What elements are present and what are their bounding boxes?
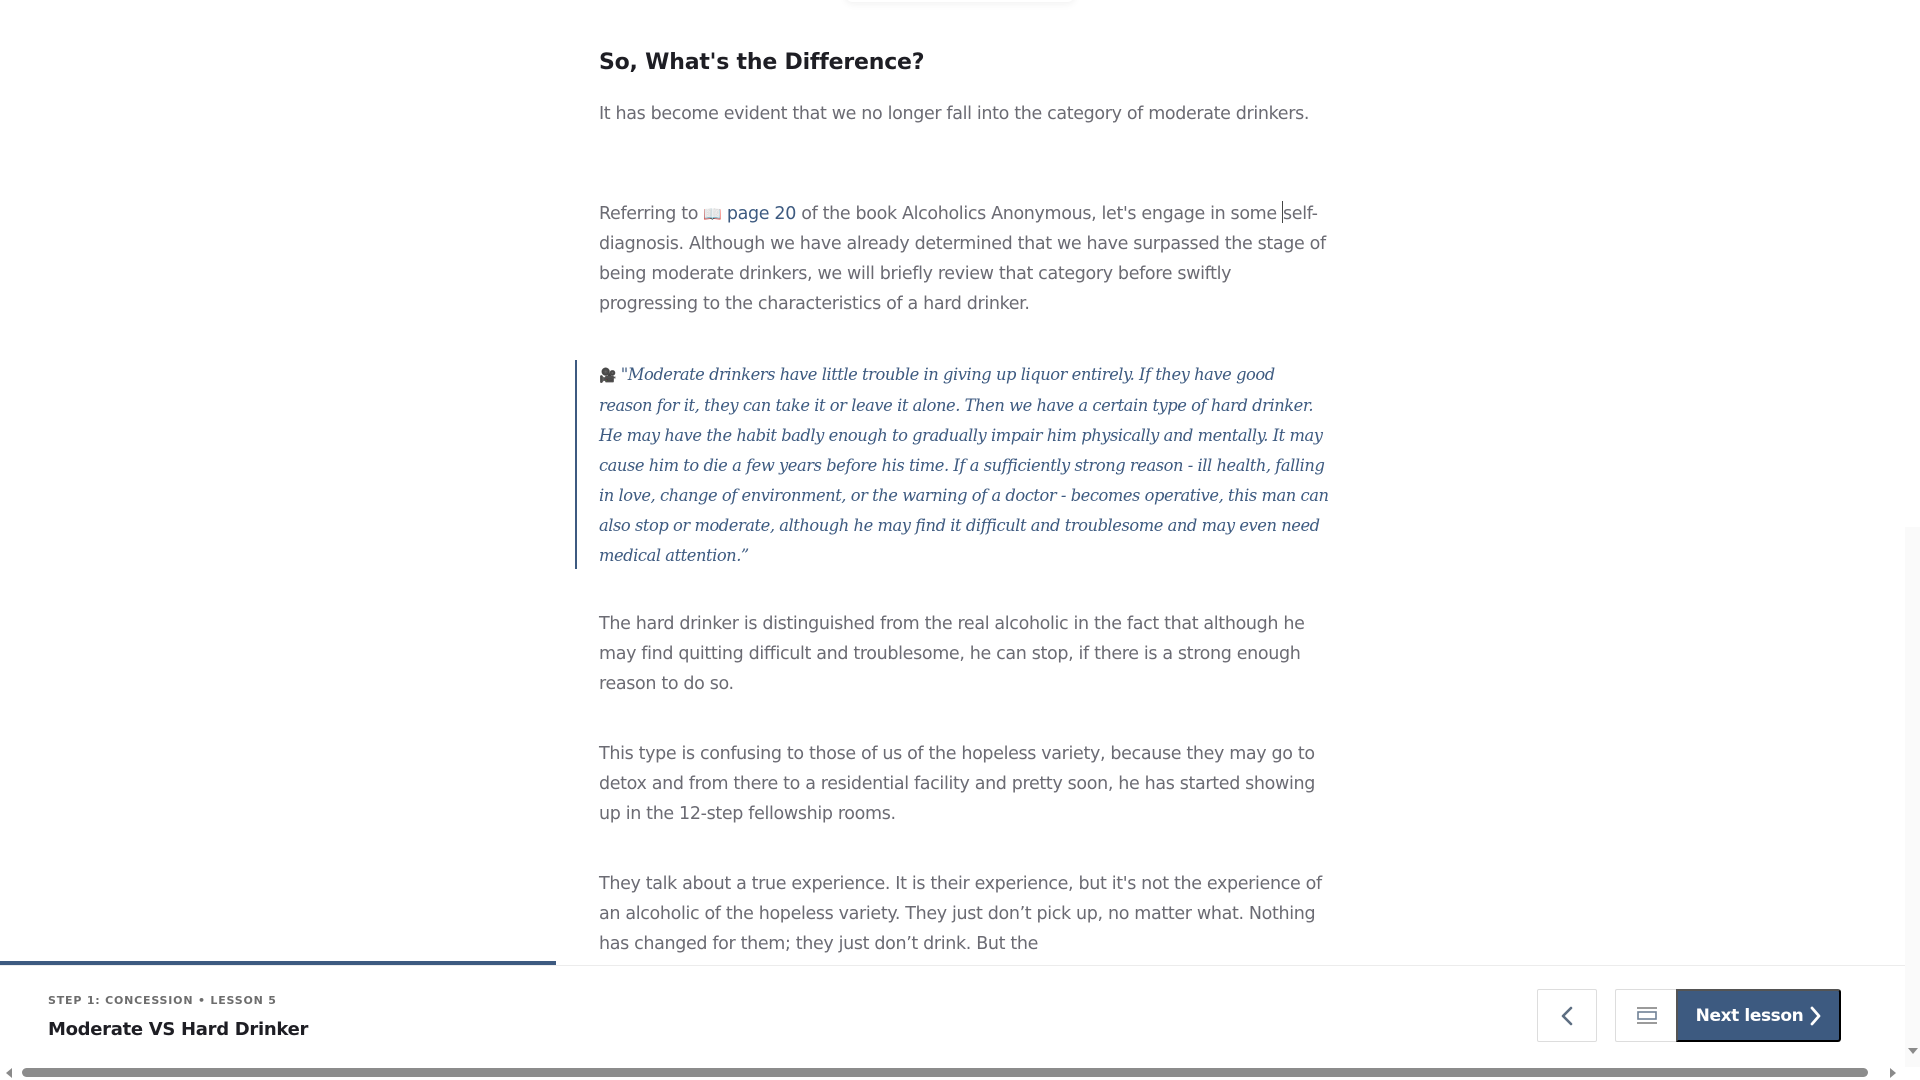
chevron-right-icon [1809, 1006, 1821, 1026]
horizontal-scrollbar-thumb[interactable] [22, 1068, 1868, 1077]
paragraph-4: This type is confusing to those of us of the hopeless variety, because they may go to detox and from there to a residential facility and pretty soon, he has started showing up in the 12-step fellowship rooms. [599, 744, 1316, 824]
section-heading: So, What's the Difference? [599, 50, 925, 75]
next-lesson-label: Next lesson [1695, 1005, 1804, 1026]
scrolled-off-element-shadow [845, 0, 1075, 2]
lesson-breadcrumb: STEP 1: CONCESSION • LESSON 5 [48, 994, 277, 1007]
page-20-link-label: page 20 [726, 204, 796, 224]
scroll-down-arrow-icon[interactable] [1908, 1048, 1918, 1054]
vertical-scrollbar[interactable] [1905, 527, 1920, 1067]
lesson-list-button[interactable] [1615, 989, 1677, 1042]
paragraph-2-intro: Referring to [599, 204, 704, 224]
paragraph-3: The hard drinker is distinguished from the real alcoholic in the fact that although he may find quitting difficult and troublesome, he can stop, if there is a strong enough reason to do so. [599, 614, 1305, 694]
blockquote-border [575, 360, 577, 569]
chevron-left-icon [1560, 1005, 1574, 1027]
page-20-link[interactable] [703, 204, 796, 224]
lesson-progress-bar [0, 961, 556, 965]
paragraph-2-rest: of the book Alcoholics Anonymous, let's engage in some [796, 204, 1283, 224]
paragraph-5: They talk about a true experience. It is their experience, but it's not the experience of an alcoholic of the hopeless variety. They just don’t pick up, no matter what. Nothing has changed for them; they just don’t drink. But the [599, 874, 1322, 954]
blockquote [599, 360, 1329, 571]
scroll-left-arrow-icon[interactable] [6, 1068, 12, 1078]
next-lesson-button[interactable] [1676, 989, 1841, 1042]
scroll-right-arrow-icon[interactable] [1890, 1068, 1896, 1078]
blockquote-text: "Moderate drinkers have little trouble in giving up liquor entirely. If they have good reason for it, they can take it or leave it alone. Then we have a certain type of hard drinker. He may have the habit badly enough to gradually impair him physically and mentally. It may cause him to die a few years before his time. If a sufficiently strong reason - ill health, falling in love, change of environment, or the warning of a doctor - becomes operative, this man can also stop or moderate, although he may find it difficult and troublesome and may even need medical attention.” [599, 365, 1329, 565]
previous-lesson-button[interactable] [1537, 989, 1597, 1042]
outline-list-icon [1636, 1006, 1658, 1026]
movie-camera-icon: 🎥 [599, 368, 616, 384]
paragraph-1: It has become evident that we no longer fall into the category of moderate drinkers. [599, 104, 1310, 124]
lesson-title: Moderate VS Hard Drinker [48, 1019, 309, 1040]
book-icon: 📖 [703, 205, 722, 223]
paragraph-2 [599, 199, 1329, 319]
paragraph-2-continuation: self-diagnosis. Although we have already determined that we have surpassed the stage of being moderate drinkers, we will briefly review that category before swiftly progressing to the characteristics of a hard drinker. [599, 204, 1326, 314]
